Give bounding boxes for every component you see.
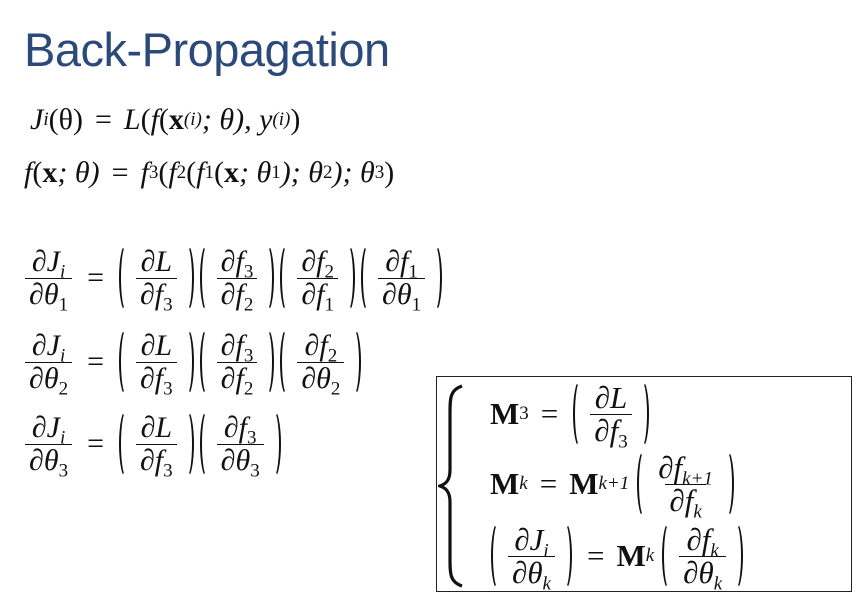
loss-equation: J i (θ) = L ( f ( x (i) ; θ) , y (i) ) xyxy=(30,103,301,136)
composition-equation: f ( x ; θ) = f 3 ( f 2 ( f 1 ( x ; θ 1 ); θ 2 ); θ 3 ) xyxy=(24,156,395,189)
slide-title: Back-Propagation xyxy=(24,23,390,76)
left-brace-icon xyxy=(438,384,468,588)
gradient-theta3: $\frac{\partial J_i}{\partial\theta_3}$ = $\frac{\partial L}{\partial f_3}$ $\frac{\partial f_3}{\partial\theta_3}$ xyxy=(22,410,284,478)
gradient-theta2: $\frac{\partial J_i}{\partial\theta_2}$ = $\frac{\partial L}{\partial f_3}$ $\frac{\partial f_3}{\partial f_2}$ $\frac{\partial f_2}{\partial\theta_2}$ xyxy=(22,328,364,396)
mk-recursion: M k = M k+1 $\frac{\partial f_{k+1}}{\partial f_k}$ xyxy=(490,450,737,518)
gradient-thetak: $\frac{\partial J_i}{\partial\theta_k}$ = M k $\frac{\partial f_k}{\partial\theta_k}$ xyxy=(488,522,746,590)
gradient-theta1: $\frac{\partial J_i}{\partial\theta_1}$ = $\frac{\partial L}{\partial f_3}$ $\frac{\partial f_3}{\partial f_2}$ $\frac{\partial f_2}{\partial f_1}$ $\frac{\partial f_1}{\partial\theta_1}$ xyxy=(22,244,445,312)
m3-definition: M 3 = $\frac{\partial L}{\partial f_3}$ xyxy=(490,380,652,448)
